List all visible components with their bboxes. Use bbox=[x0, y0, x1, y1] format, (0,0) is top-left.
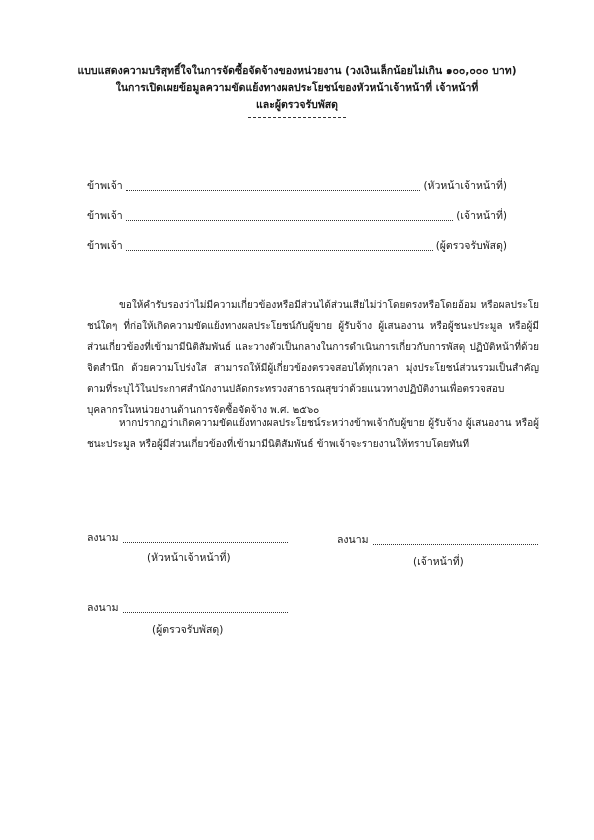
sign-label: ลงนาม bbox=[87, 532, 119, 544]
declarant-role: (เจ้าหน้าที่) bbox=[456, 210, 507, 222]
title-line-2: ในการเปิดเผยข้อมูลความขัดแย้งทางผลประโยชน์ของหัวหน้าเจ้าหน้าที่ เจ้าหน้าที่ bbox=[115, 82, 479, 94]
declarant-prefix: ข้าพเจ้า bbox=[87, 210, 123, 222]
title-line-3: และผู้ตรวจรับพัสดุ bbox=[256, 99, 338, 111]
signature-fill-line bbox=[123, 541, 288, 543]
declarant-prefix: ข้าพเจ้า bbox=[87, 180, 123, 192]
declarant-role: (ผู้ตรวจรับพัสดุ) bbox=[435, 240, 507, 252]
title-line-1: แบบแสดงความบริสุทธิ์ใจในการจัดซื้อจัดจ้างของหน่วยงาน (วงเงินเล็กน้อยไม่เกิน ๑๐๐,๐๐๐ บาท) bbox=[77, 65, 517, 77]
sign-label: ลงนาม bbox=[87, 602, 119, 614]
paragraph-1-text: ขอให้คำรับรองว่าไม่มีความเกี่ยวข้องหรือมีส่วนได้ส่วนเสียไม่ว่าโดยตรงหรือโดยอ้อม หรือผลประโยชน์ใดๆ ที่ก่อให้เกิดความขัดแย้งทางผลประโยชน์กับผู้ขาย ผู้รับจ้าง ผู้เสนองาน หรือผู้ชนะประมูล หรือผู้มีส่วนเกี่ยวข้องที่เข้ามามีนิติสัมพันธ์ และวางตัวเป็นกลางในการดำเนินการเกี่ยวกับการพัสดุ ปฏิบัติหน้าที่ด้วยจิตสำนึก ด้วยความโปร่งใส สามารถให้มีผู้เกี่ยวข้องตรวจสอบได้ทุกเวลา มุ่งประโยชน์ส่วนรวมเป็นสำคัญ ตามที่ระบุไว้ในประกาศสำนักงานปลัดกระทรวงสาธารณสุขว่าด้วยแนวทางปฏิบัติงานเพื่อตรวจสอบบุคลากรในหน่วยงานด้านการจัดซื้อจัดจ้าง พ.ศ. ๒๕๖๐ bbox=[87, 300, 539, 416]
signature-role-inspector: (ผู้ตรวจรับพัสดุ) bbox=[152, 624, 224, 636]
name-fill-line bbox=[126, 249, 433, 251]
declarant-line-inspector bbox=[87, 238, 507, 254]
signature-line-head bbox=[87, 530, 288, 546]
signature-fill-line bbox=[123, 611, 288, 613]
declaration-paragraph-1 bbox=[87, 295, 539, 421]
sign-label: ลงนาม bbox=[337, 534, 369, 546]
declarant-line-officer bbox=[87, 208, 507, 224]
declarant-prefix: ข้าพเจ้า bbox=[87, 240, 123, 252]
declaration-paragraph-2 bbox=[87, 413, 539, 455]
paragraph-2-text: หากปรากฏว่าเกิดความขัดแย้งทางผลประโยชน์ระหว่างข้าพเจ้ากับผู้ขาย ผู้รับจ้าง ผู้เสนองาน หรือผู้ชนะประมูล หรือผู้มีส่วนเกี่ยวข้องที่เข้ามามีนิติสัมพันธ์ ข้าพเจ้าจะรายงานให้ทราบโดยทันที bbox=[87, 418, 539, 450]
signature-fill-line bbox=[373, 543, 538, 545]
name-fill-line bbox=[126, 189, 421, 191]
signature-line-inspector bbox=[87, 600, 288, 616]
signature-line-officer bbox=[337, 532, 538, 548]
declarant-role: (หัวหน้าเจ้าหน้าที่) bbox=[423, 180, 507, 192]
declarant-line-head bbox=[87, 178, 507, 194]
signature-role-head: (หัวหน้าเจ้าหน้าที่) bbox=[147, 552, 231, 564]
name-fill-line bbox=[126, 219, 454, 221]
signature-role-officer: (เจ้าหน้าที่) bbox=[413, 556, 464, 568]
title-underline bbox=[248, 117, 346, 118]
